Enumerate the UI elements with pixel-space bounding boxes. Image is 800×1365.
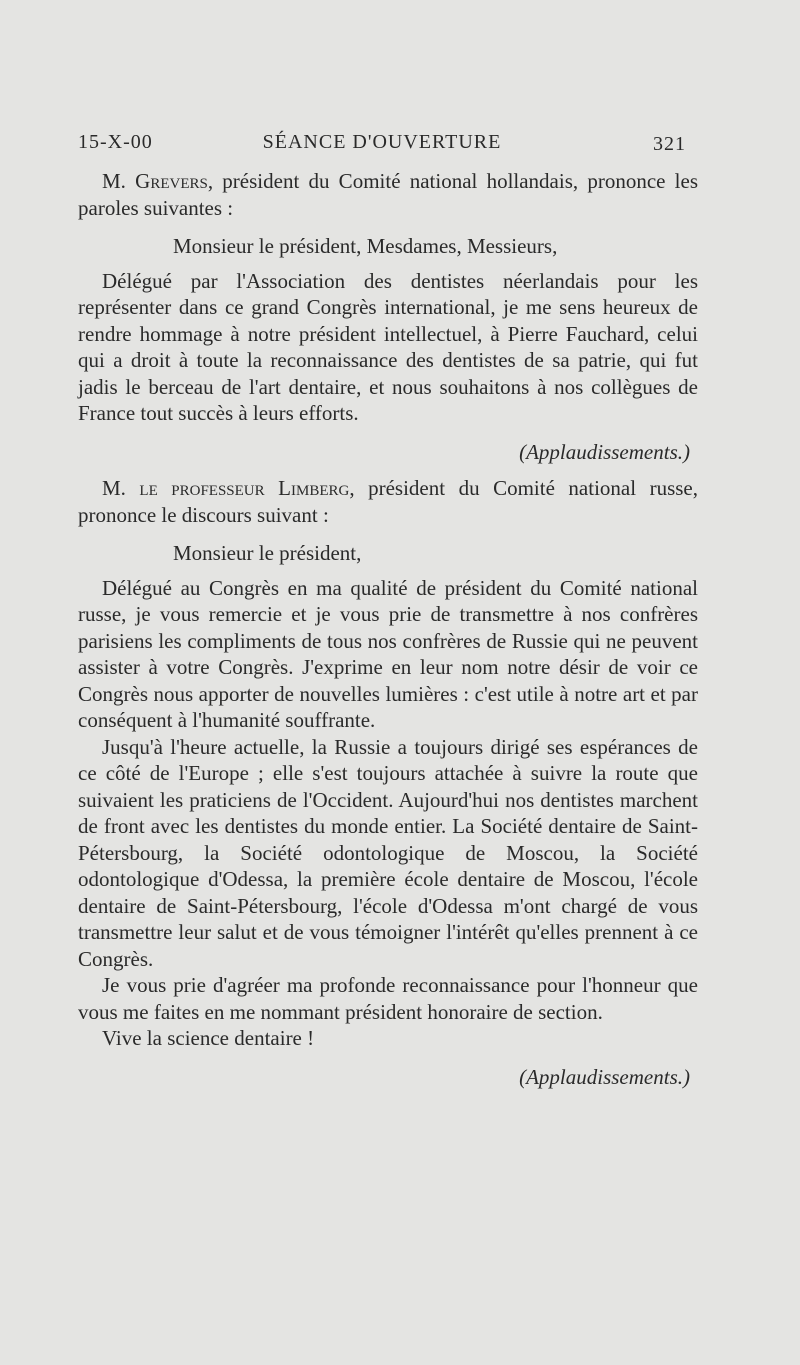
applause-note: (Applaudissements.) [519, 439, 690, 464]
closing-line: Vive la science dentaire ! [102, 1026, 315, 1050]
speaker-name: Grevers [135, 169, 208, 193]
header-date: 15-X-00 [78, 131, 153, 153]
running-header [78, 131, 686, 161]
speech-paragraph: Jusqu'à l'heure actuelle, la Russie a toujours dirigé ses espérances de ce côté de l'Europe ; elle s'est toujours attachée à suivre la route que suivaient les praticiens de l'Occident. Aujourd'hui nos dentistes marchent de front avec les dentistes du monde entier. La Société dentaire de Saint-Pétersbourg, la Société odontologique de Moscou, la Société odontologique d'Odessa, la première école dentaire de Moscou, l'école dentaire de Saint-Pétersbourg, l'école d'Odessa m'ont chargé de vous transmettre leur salut et de vous témoigner l'intérêt qu'elles prennent à ce Congrès. [78, 734, 698, 971]
page-body [78, 168, 698, 1090]
page-number: 321 [653, 133, 686, 155]
speech-paragraph: Délégué au Congrès en ma qualité de président du Comité national russe, je vous remercie et je vous prie de transmettre à nos confrères parisiens les compliments de tous nos confrères de Russie qui ne peuvent assister à votre Congrès. J'exprime en leur nom notre désir de voir ce Congrès nous apporter de nouvelles lumières : c'est utile à notre art et par conséquent à l'humanité souffrante. [78, 575, 698, 732]
speaker-intro-grevers [78, 168, 698, 221]
header-title: SÉANCE D'OUVERTURE [262, 131, 502, 153]
speaker-name: Limberg [278, 476, 350, 500]
applause-note: (Applaudissements.) [519, 1064, 690, 1089]
speech-paragraph: Je vous prie d'agréer ma profonde reconnaissance pour l'honneur que vous me faites en me nommant président honoraire de section. [78, 973, 698, 1024]
speaker-title: M. [102, 169, 126, 193]
speaker-intro-text: , président du Comité national russe, prononce le discours suivant : [78, 476, 698, 527]
speaker-intro-limberg [78, 475, 698, 528]
salutation: Monsieur le président, Mesdames, Messieurs, [173, 234, 558, 258]
speaker-intro-text: , président du Comité national hollandais, prononce les paroles suivantes : [78, 169, 699, 220]
speech-paragraph: Délégué par l'Association des dentistes néerlandais pour les représenter dans ce grand Congrès international, je me sens heureux de rendre hommage à notre président intellectuel, à Pierre Fauchard, celui qui a droit à toute la reconnaissance des dentistes de sa patrie, qui fut jadis le berceau de l'art dentaire, et nous souhaitons à nos collègues de France tout succès à leurs efforts. [78, 268, 698, 425]
speaker-title: M. le professeur [102, 476, 265, 500]
salutation: Monsieur le président, [173, 541, 362, 565]
